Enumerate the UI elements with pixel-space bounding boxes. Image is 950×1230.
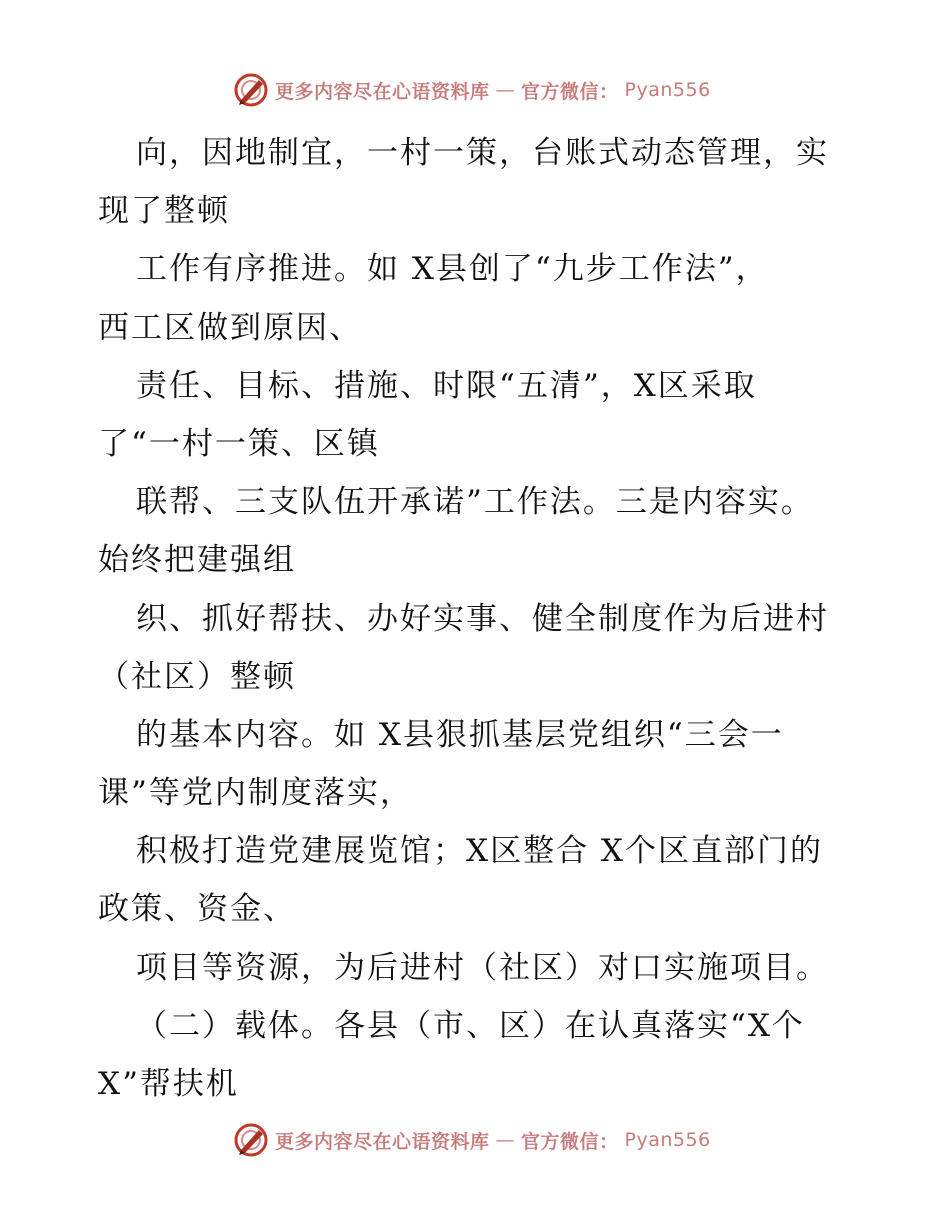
watermark-separator: — [495, 1129, 516, 1151]
body-line-5: 责任、目标、措施、时限“五清”，X区采取 [136, 367, 757, 404]
watermark-id: Pyan556 [624, 1129, 711, 1151]
watermark-text: 更多内容尽在心语资料库 [275, 80, 490, 103]
body-line-12: 课”等党内制度落实， [98, 775, 413, 812]
watermark-text: 更多内容尽在心语资料库 [275, 1130, 490, 1153]
body-line-9: 织、抓好帮扶、办好实事、健全制度作为后进村 [136, 600, 829, 637]
watermark-id: Pyan556 [624, 79, 711, 101]
document-body [98, 124, 858, 1113]
watermark-contact: 官方微信： [521, 80, 619, 103]
pen-logo-icon [233, 72, 269, 108]
body-line-8: 始终把建强组 [98, 542, 296, 579]
watermark-contact: 官方微信： [521, 1130, 619, 1153]
body-line-6: 了“一村一策、区镇 [98, 425, 380, 462]
body-line-17: X”帮扶机 [98, 1066, 239, 1102]
footer-watermark [233, 1120, 711, 1160]
body-line-10: （社区）整顿 [98, 658, 296, 695]
pen-logo-icon [233, 1122, 269, 1158]
body-line-16: （二）载体。各县（市、区）在认真落实“X个 [136, 1007, 805, 1044]
body-line-7: 联帮、三支队伍开承诺”工作法。三是内容实。 [136, 484, 814, 521]
body-line-13: 积极打造党建展览馆；X区整合 X个区直部门的 [136, 833, 823, 870]
body-line-3: 工作有序推进。如 X县创了“九步工作法”， [136, 251, 769, 288]
header-watermark [233, 70, 711, 110]
watermark-separator: — [495, 79, 516, 101]
body-line-14: 政策、资金、 [98, 891, 296, 928]
body-line-1: 向，因地制宜，一村一策，台账式动态管理，实 [136, 135, 829, 171]
body-line-2: 现了整顿 [98, 193, 230, 230]
body-line-11: 的基本内容。如 X县狠抓基层党组织“三会一 [136, 716, 784, 753]
body-line-4: 西工区做到原因、 [98, 309, 362, 346]
body-line-15: 项目等资源，为后进村（社区）对口实施项目。 [136, 949, 829, 986]
